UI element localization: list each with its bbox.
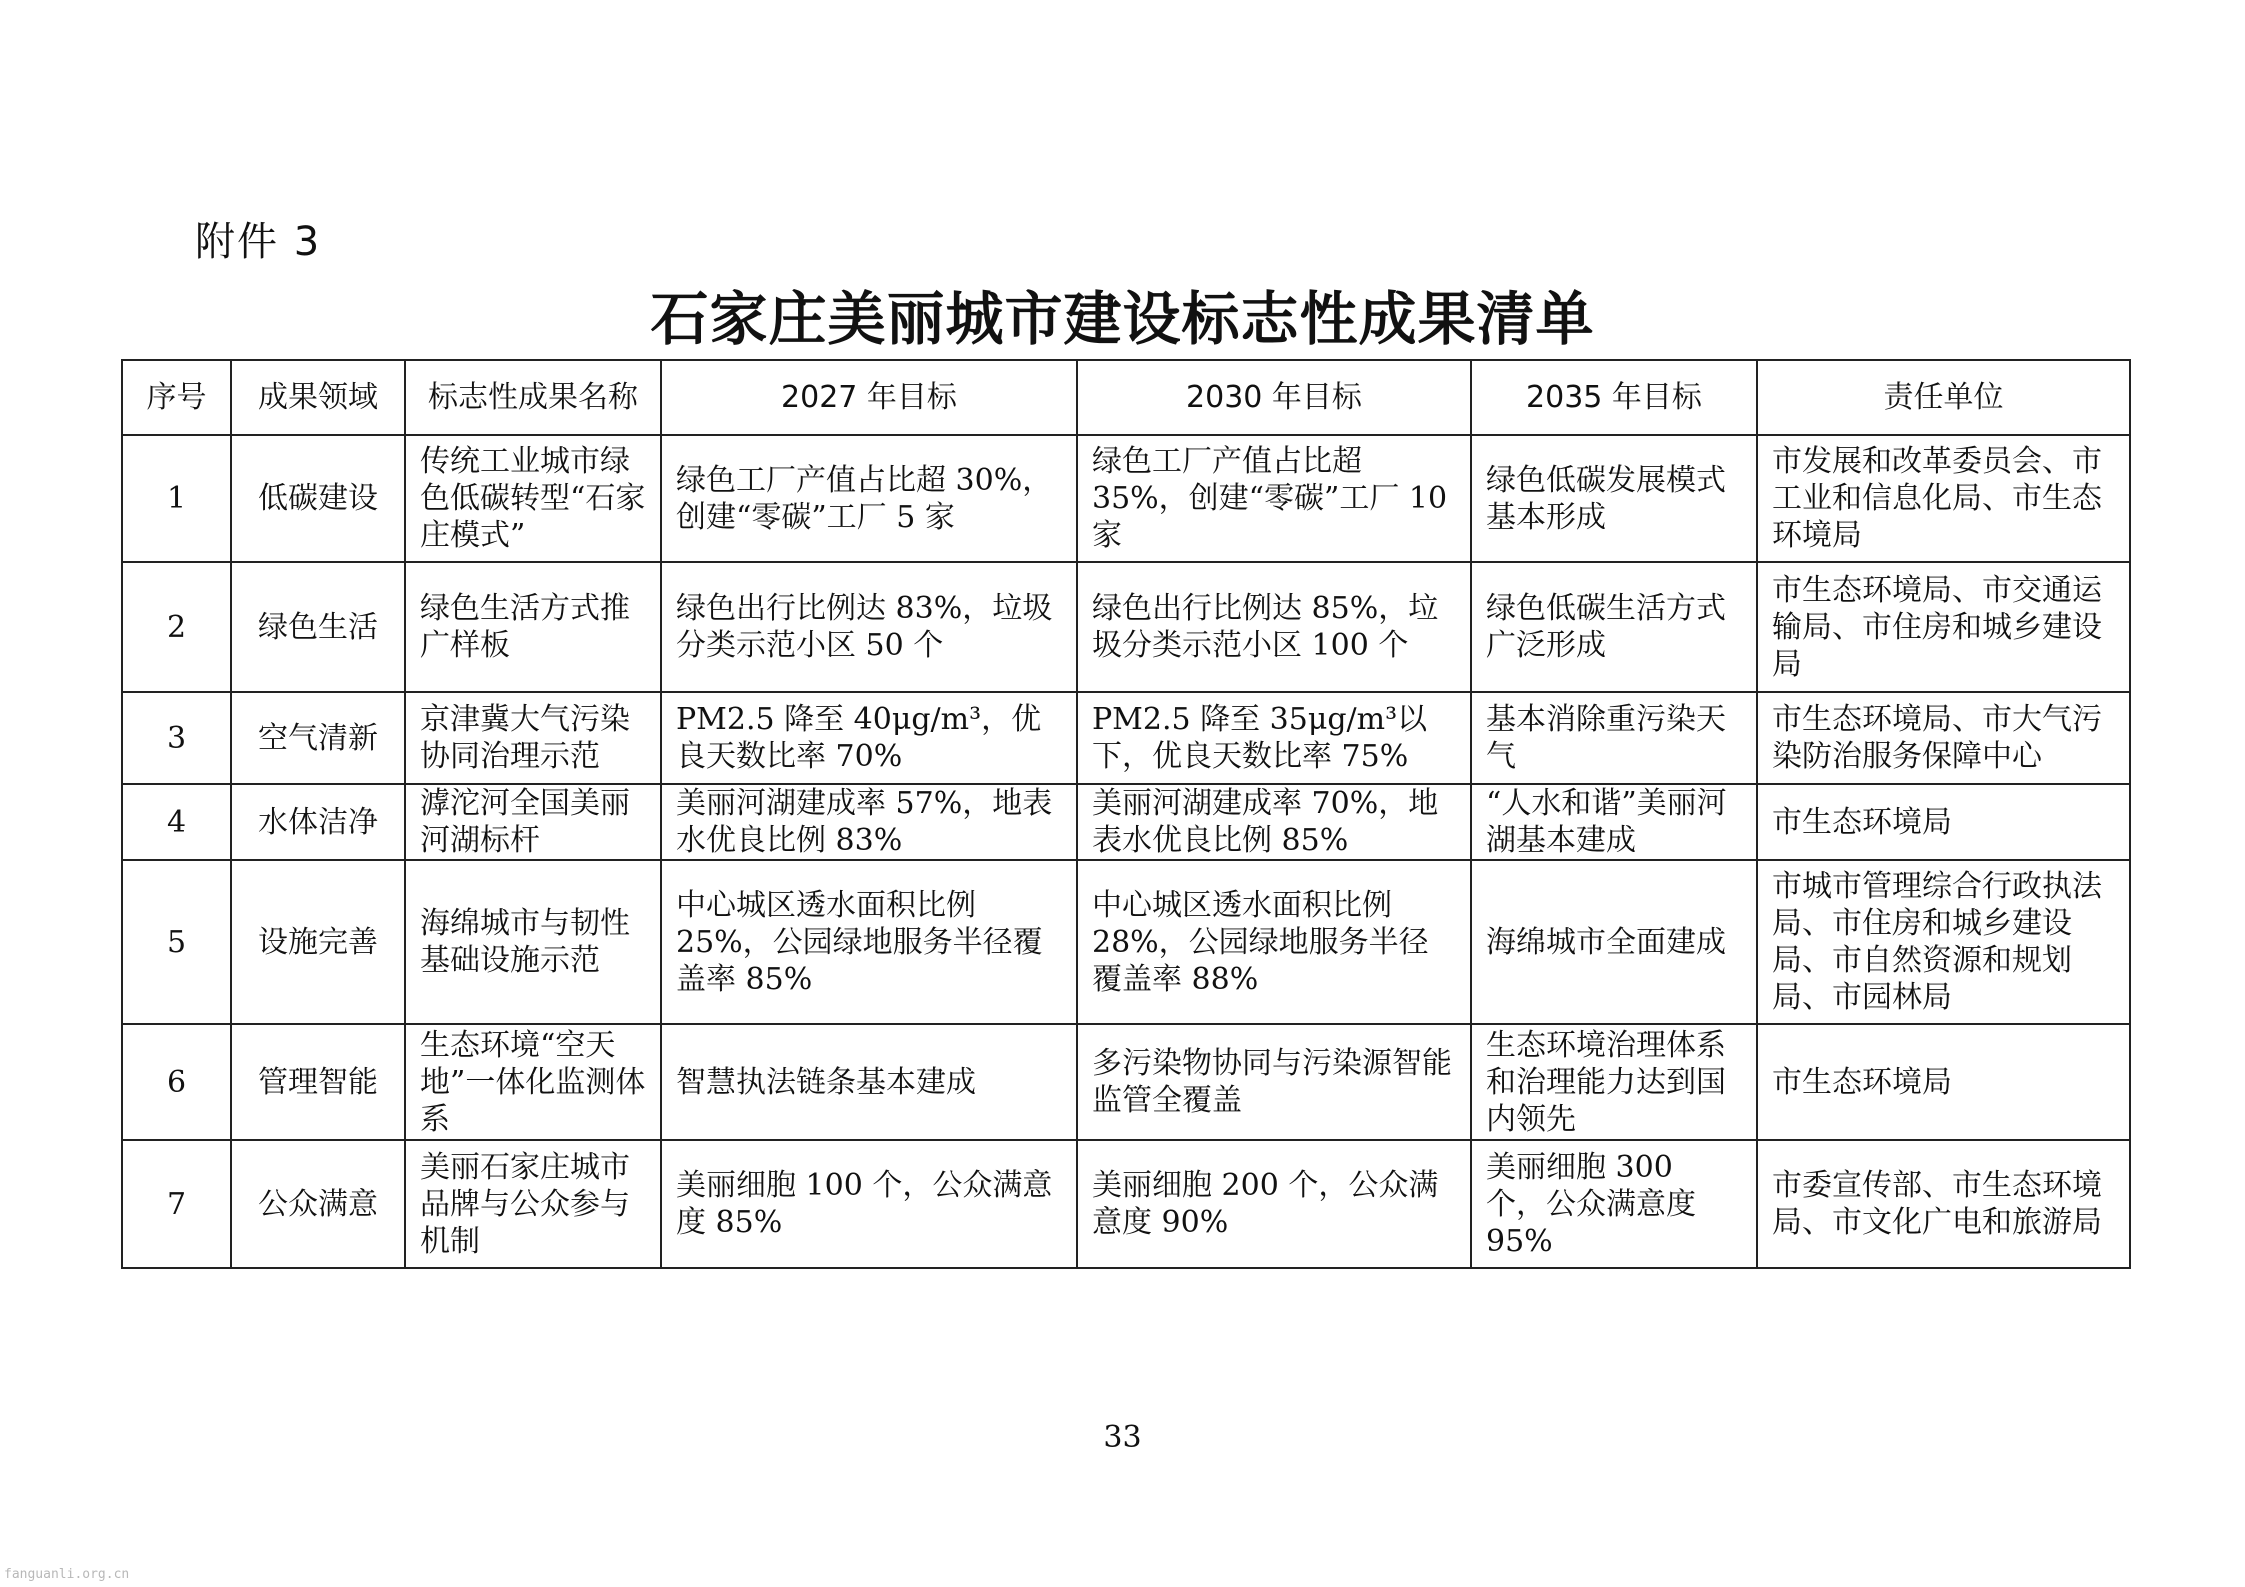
row-field: 设施完善: [231, 860, 405, 1024]
row-name: 京津冀大气污染协同治理示范: [405, 692, 661, 784]
header-row: [122, 360, 2130, 435]
row-field: 绿色生活: [231, 562, 405, 692]
header-target-2035: 2035 年目标: [1471, 360, 1757, 435]
row-number: 7: [122, 1140, 231, 1268]
row-target-2027: 绿色出行比例达 83%，垃圾分类示范小区 50 个: [661, 562, 1077, 692]
document-title: 石家庄美丽城市建设标志性成果清单: [650, 285, 1595, 353]
row-target-2027: 中心城区透水面积比例 25%，公园绿地服务半径覆盖率 85%: [661, 860, 1077, 1024]
row-number: 5: [122, 860, 231, 1024]
row-name: 海绵城市与韧性基础设施示范: [405, 860, 661, 1024]
row-responsible: 市生态环境局、市大气污染防治服务保障中心: [1757, 692, 2130, 784]
row-target-2030: 美丽河湖建成率 70%，地表水优良比例 85%: [1077, 784, 1471, 860]
row-field: 空气清新: [231, 692, 405, 784]
table-row: [122, 1024, 2130, 1140]
table-row: [122, 435, 2130, 562]
header-target-2030: 2030 年目标: [1077, 360, 1471, 435]
row-responsible: 市生态环境局、市交通运输局、市住房和城乡建设局: [1757, 562, 2130, 692]
header-name: 标志性成果名称: [405, 360, 661, 435]
row-target-2027: PM2.5 降至 40μg/m³，优良天数比率 70%: [661, 692, 1077, 784]
table-row: [122, 860, 2130, 1024]
row-target-2035: 海绵城市全面建成: [1471, 860, 1757, 1024]
row-target-2035: 绿色低碳生活方式广泛形成: [1471, 562, 1757, 692]
row-responsible: 市生态环境局: [1757, 784, 2130, 860]
row-name: 美丽石家庄城市品牌与公众参与机制: [405, 1140, 661, 1268]
row-number: 6: [122, 1024, 231, 1140]
header-target-2027: 2027 年目标: [661, 360, 1077, 435]
row-target-2027: 美丽河湖建成率 57%，地表水优良比例 83%: [661, 784, 1077, 860]
row-field: 管理智能: [231, 1024, 405, 1140]
row-name: 绿色生活方式推广样板: [405, 562, 661, 692]
header-field: 成果领域: [231, 360, 405, 435]
row-responsible: 市城市管理综合行政执法局、市住房和城乡建设局、市自然资源和规划局、市园林局: [1757, 860, 2130, 1024]
row-number: 1: [122, 435, 231, 562]
table-row: [122, 562, 2130, 692]
attachment-label: 附件 3: [195, 219, 322, 265]
header-no: 序号: [122, 360, 231, 435]
row-target-2035: 生态环境治理体系和治理能力达到国内领先: [1471, 1024, 1757, 1140]
row-target-2030: 美丽细胞 200 个，公众满意度 90%: [1077, 1140, 1471, 1268]
row-field: 公众满意: [231, 1140, 405, 1268]
header-responsible: 责任单位: [1757, 360, 2130, 435]
row-target-2027: 美丽细胞 100 个，公众满意度 85%: [661, 1140, 1077, 1268]
watermark: fanguanli.org.cn: [4, 1567, 130, 1582]
row-name: 生态环境“空天地”一体化监测体系: [405, 1024, 661, 1140]
row-name: 滹沱河全国美丽河湖标杆: [405, 784, 661, 860]
table-row: [122, 784, 2130, 860]
row-number: 2: [122, 562, 231, 692]
row-target-2027: 智慧执法链条基本建成: [661, 1024, 1077, 1140]
row-responsible: 市生态环境局: [1757, 1024, 2130, 1140]
row-target-2035: 基本消除重污染天气: [1471, 692, 1757, 784]
row-field: 水体洁净: [231, 784, 405, 860]
row-name: 传统工业城市绿色低碳转型“石家庄模式”: [405, 435, 661, 562]
row-target-2030: 绿色工厂产值占比超 35%，创建“零碳”工厂 10 家: [1077, 435, 1471, 562]
row-number: 4: [122, 784, 231, 860]
row-target-2035: 美丽细胞 300 个，公众满意度 95%: [1471, 1140, 1757, 1268]
results-table: [121, 359, 2131, 1269]
page-number: 33: [1103, 1420, 1142, 1455]
row-responsible: 市发展和改革委员会、市工业和信息化局、市生态环境局: [1757, 435, 2130, 562]
row-target-2035: 绿色低碳发展模式基本形成: [1471, 435, 1757, 562]
row-number: 3: [122, 692, 231, 784]
row-responsible: 市委宣传部、市生态环境局、市文化广电和旅游局: [1757, 1140, 2130, 1268]
row-target-2030: 绿色出行比例达 85%，垃圾分类示范小区 100 个: [1077, 562, 1471, 692]
row-field: 低碳建设: [231, 435, 405, 562]
row-target-2030: 中心城区透水面积比例 28%，公园绿地服务半径覆盖率 88%: [1077, 860, 1471, 1024]
table-row: [122, 1140, 2130, 1268]
table-row: [122, 692, 2130, 784]
row-target-2035: “人水和谐”美丽河湖基本建成: [1471, 784, 1757, 860]
row-target-2027: 绿色工厂产值占比超 30%，创建“零碳”工厂 5 家: [661, 435, 1077, 562]
row-target-2030: 多污染物协同与污染源智能监管全覆盖: [1077, 1024, 1471, 1140]
row-target-2030: PM2.5 降至 35μg/m³以下，优良天数比率 75%: [1077, 692, 1471, 784]
